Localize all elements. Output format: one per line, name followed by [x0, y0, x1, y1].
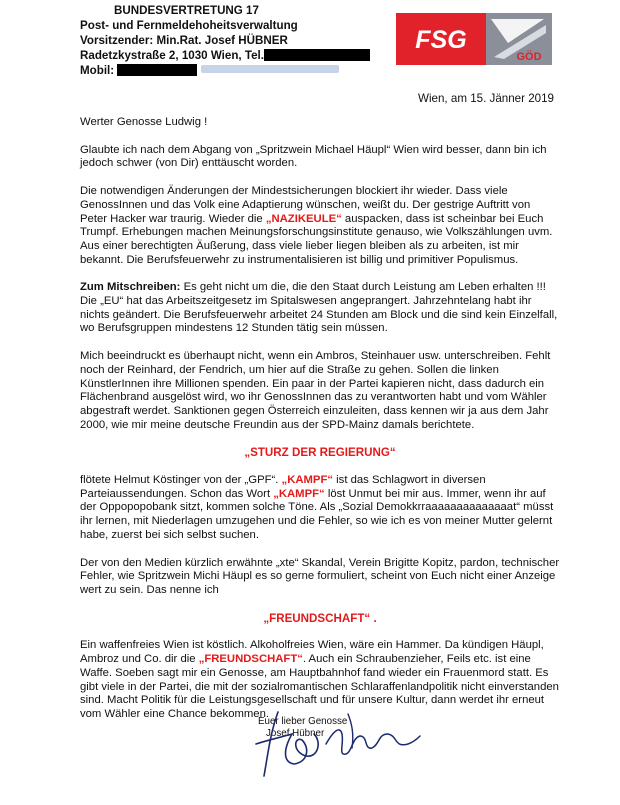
highlight-freundschaft: „FREUNDSCHAFT“ [198, 653, 303, 666]
letter-date: Wien, am 15. Jänner 2019 [418, 92, 554, 105]
letter-body [80, 116, 560, 736]
chair-line: Vorsitzender: Min.Rat. Josef HÜBNER [80, 34, 288, 47]
paragraph-5-text-b: ist das Schlagwort in diversen Parteiaussendungen. Schon das Wort [80, 474, 486, 500]
paragraph-4: Mich beeindruckt es überhaupt nicht, wenn ein Ambros, Steinhauer usw. unterschreiben. Fehlt noch der Reinhard, der Fendrich, um hier auf die Straße zu gehen. Sollen die linken KünstlerInnen ihre Millionen spenden. Ein paar in der Partei kapieren nicht, dass dadurch ein Flächenbrand ausgelöst wird, wo ihr GenossInnen das zu verantworten habt und vom Wähler abgestraft werdet. Sanktionen gegen Österreich einzuleiten, dass kennen wir ja aus dem Jahr 2000, wie mir meine deutsche Freundin aus der SPD-Mainz damals berichtete. [80, 350, 551, 431]
highlight-kampf-1: „KAMPF“ [281, 474, 334, 487]
redacted-mobile [117, 64, 197, 76]
zum-mitschreiben-label: Zum Mitschreiben: [80, 281, 181, 294]
paragraph-2 [80, 185, 560, 267]
org-subtitle: Post- und Fernmeldehoheitsverwaltung [80, 19, 298, 32]
handwritten-signature [248, 704, 424, 782]
signer-name: Josef Hübner [266, 728, 325, 739]
closing-line: Euer lieber Genosse [258, 716, 348, 727]
paragraph-5-text-a: flötete Helmut Köstinger von der „GPF“. [80, 474, 282, 487]
fsg-logo-text: FSG [415, 26, 467, 54]
goed-logo-text: GÖD [516, 51, 542, 63]
paragraph-1: Glaubte ich nach dem Abgang von „Spritzwein Michael Häupl“ Wien wird besser, dann bin ich jedoch schwer (von Dir) enttäuscht worden. [80, 143, 547, 170]
highlight-kampf-2: „KAMPF“ [273, 487, 325, 500]
mobile-label: Mobil: [80, 64, 115, 77]
signature-stroke-3 [348, 714, 353, 748]
letterhead [80, 3, 400, 78]
signature-stroke-2 [326, 730, 420, 754]
paragraph-2-text-a: Die notwendigen Änderungen der Mindestsicherungen blockiert ihr wieder. Dass viele GenossInnen und das Volk eine Adaptierung wünschen, weißt du. Der gestrige Auftritt von Peter Hacker war traurig. Wieder die [80, 185, 531, 225]
address-line [80, 48, 400, 63]
paragraph-5 [80, 474, 560, 543]
paragraph-7-text-a: Ein waffenfreies Wien ist köstlich. Alkoholfreies Wien, wäre ein Hammer. Da kündigen Häupl, Ambroz und Co. dir die [80, 639, 544, 666]
heading-freundschaft: „FREUNDSCHAFT“ . [263, 611, 377, 625]
paragraph-3 [80, 281, 560, 336]
fsg-goed-logo [396, 13, 552, 65]
blurred-email [201, 65, 339, 73]
mobile-line [80, 63, 400, 78]
signature-stroke-1 [256, 712, 318, 776]
paragraph-2-text-b: auspacken, dass ist scheinbar bei Euch Trumpf. Erhebungen machen Meinungsforschungsinstitute genauso, wie Volkszählungen uvm. Aus einer berechtigten Äußerung, dass viele lieber liegen bleiben als zu arbeiten, ist mir bekannt. Die Berufsfeuerwehr zu instrumentalisieren ist billig und primitiver Populismus. [80, 212, 553, 266]
heading-sturz-der-regierung: „STURZ DER REGIERUNG“ [244, 446, 396, 460]
redacted-phone [264, 49, 370, 61]
paragraph-7-text-b: . Auch ein Schraubenzieher, Feils etc. ist eine Waffe. Soeben sagt mir ein Genosse, am Hauptbahnhof fand wieder ein Frauenmord statt. Es gibt viele in der Partei, die mit der sozialromantischen Schlaraffenlandpolitik nicht einverstanden sind. Macht Politik für die Leistungsgesellschaft und für unsere Kultur, dann werdet ihr erneut vom Wähler eine Chance bekommen. [80, 653, 559, 720]
address-text: Radetzkystraße 2, 1030 Wien, Tel. [80, 49, 264, 62]
paragraph-5-text-c: löst Unmut bei mir aus. Immer, wenn ihr auf der Oppopopobank sitzt, kommen solche Töne. Als „Sozial Demokkrraaaaaaaaaaaaaat“ müsst ihr lernen, mit Niederlagen umzugehen und die Fehler, so wie ich es von meiner Mutter gelernt habe, zuerst bei sich selbst suchen. [80, 487, 554, 541]
paragraph-6: Der von den Medien kürzlich erwähnte „xte“ Skandal, Verein Brigitte Kopitz, pardon, technischer Fehler, wie Spritzwein Michi Häupl es so gerne formuliert, scheint von Euch nicht einer Anzeige wert zu sein. Das nenne ich [80, 556, 560, 596]
paragraph-3-text: Es geht nicht um die, die den Staat durch Leistung am Leben erhalten !!! Die „EU“ hat das Arbeitszeitgesetz im Spitalswesen angeprangert. Jahrzehntelang habt ihr nichts geändert. Die Berufsfeuerwehr arbeitet 24 Stunden am Block und die sind kein Einzelfall, wo Berufsgruppen mindestens 12 Stunden tätig sein müssen. [80, 281, 558, 335]
org-name: BUNDESVERTRETUNG 17 [114, 4, 259, 17]
highlight-nazikeule: „NAZIKEULE“ [265, 212, 342, 225]
salutation: Werter Genosse Ludwig ! [80, 116, 208, 128]
